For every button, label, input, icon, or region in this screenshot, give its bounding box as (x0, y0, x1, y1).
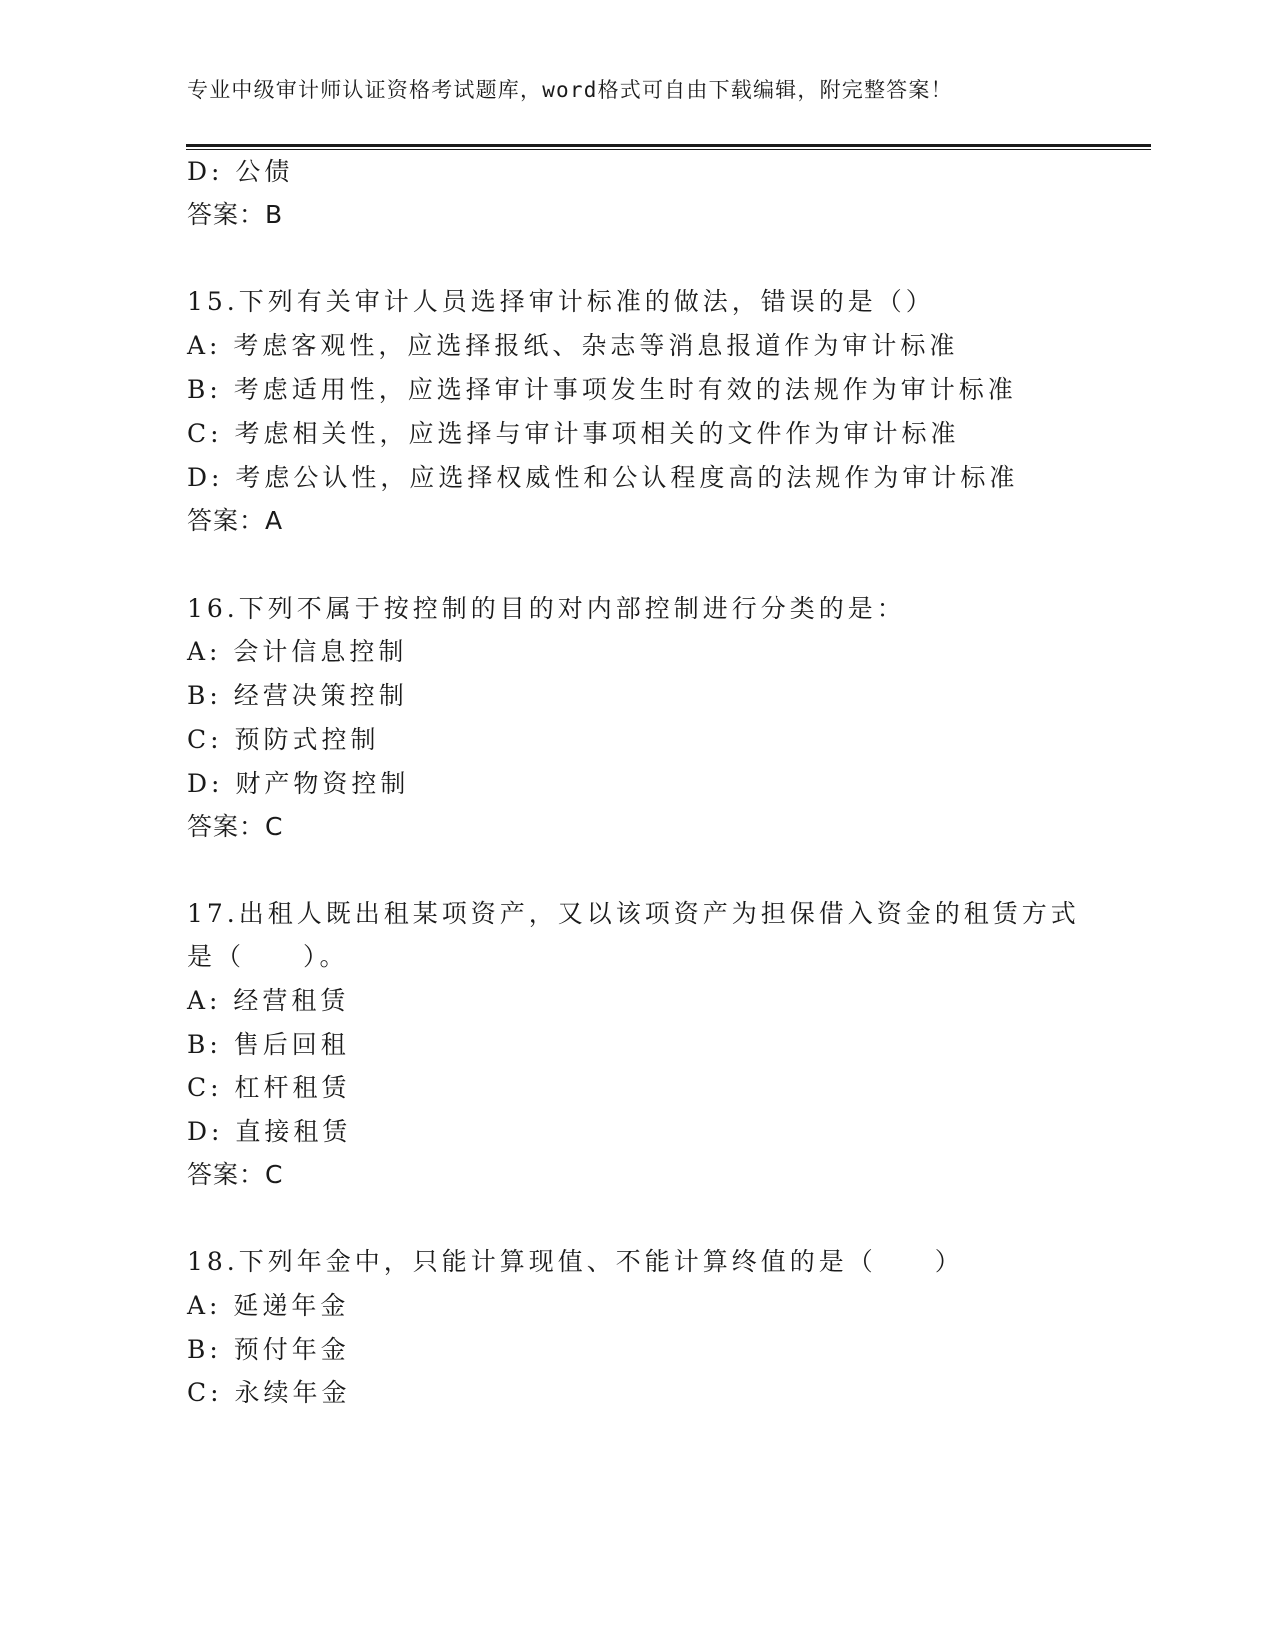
question-stem: 18.下列年金中，只能计算现值、不能计算终值的是（ ） (187, 1247, 964, 1276)
question-stem-continued: 是（ ）。 (187, 942, 349, 971)
header-rule-thin (186, 149, 1151, 150)
page-header: 专业中级审计师认证资格考试题库，word格式可自由下载编辑，附完整答案！ (187, 78, 953, 102)
option-c: C: 预防式控制 (187, 725, 380, 754)
option-c: C: 考虑相关性，应选择与审计事项相关的文件作为审计标准 (187, 419, 960, 448)
question-stem: 15.下列有关审计人员选择审计标准的做法，错误的是（） (187, 287, 935, 316)
option-c: C: 杠杆租赁 (187, 1073, 351, 1102)
option-b: B: 售后回租 (187, 1030, 350, 1059)
answer: 答案：A (187, 506, 284, 535)
option-d: D: 公债 (187, 157, 294, 186)
option-d: D: 考虑公认性，应选择权威性和公认程度高的法规作为审计标准 (187, 463, 1019, 492)
answer: 答案：C (187, 1160, 284, 1189)
header-rule-thick (186, 144, 1151, 147)
option-d: D: 直接租赁 (187, 1117, 352, 1146)
option-a: A: 考虑客观性，应选择报纸、杂志等消息报道作为审计标准 (187, 331, 959, 360)
option-a: A: 会计信息控制 (187, 637, 408, 666)
option-b: B: 考虑适用性，应选择审计事项发生时有效的法规作为审计标准 (187, 375, 1017, 404)
option-b: B: 预付年金 (187, 1335, 350, 1364)
option-d: D: 财产物资控制 (187, 769, 410, 798)
option-a: A: 延递年金 (187, 1291, 350, 1320)
option-c: C: 永续年金 (187, 1378, 351, 1407)
question-stem: 17.出租人既出租某项资产，又以该项资产为担保借入资金的租赁方式 (187, 899, 1080, 928)
option-a: A: 经营租赁 (187, 986, 350, 1015)
option-b: B: 经营决策控制 (187, 681, 408, 710)
answer: 答案：B (187, 200, 284, 229)
answer: 答案：C (187, 812, 284, 841)
question-stem: 16.下列不属于按控制的目的对内部控制进行分类的是： (187, 594, 906, 623)
